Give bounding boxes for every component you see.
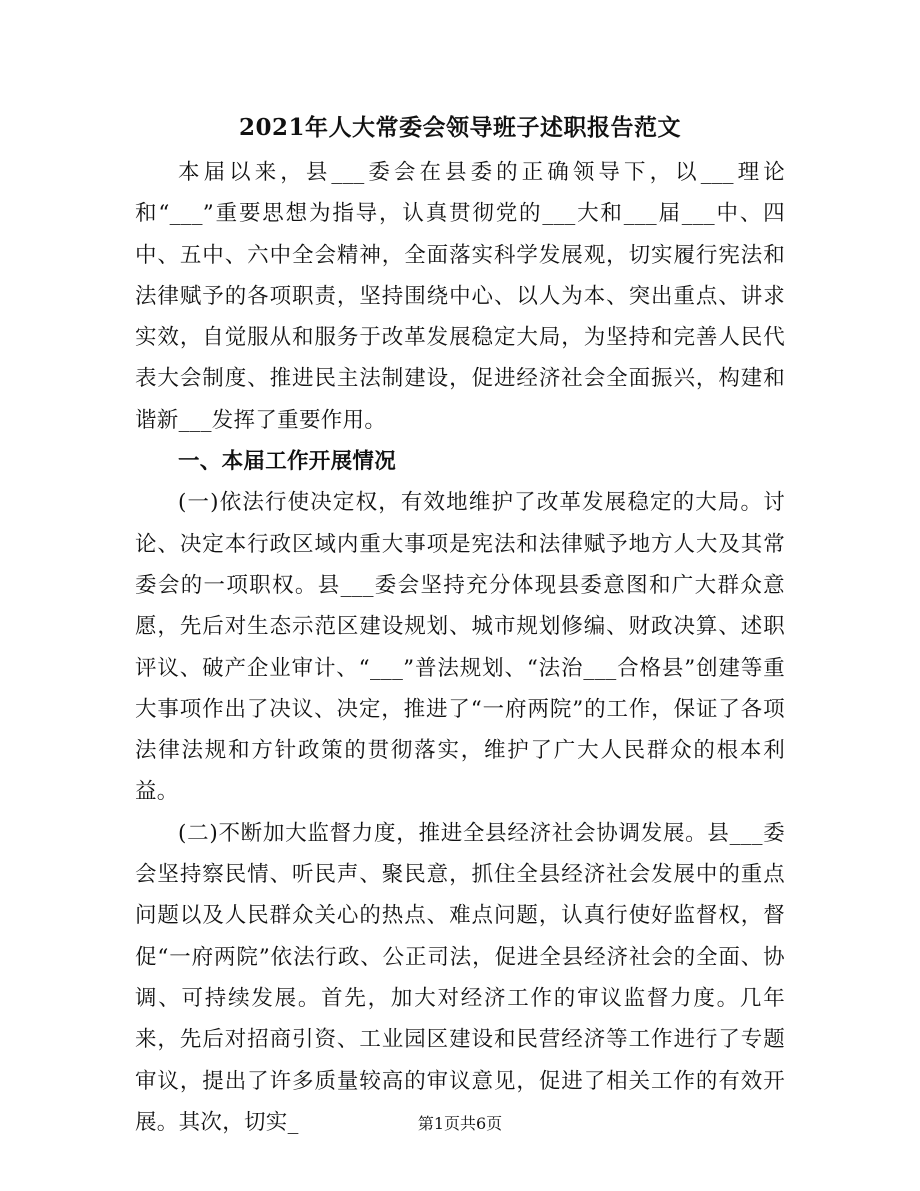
section-heading: 一、本届工作开展情况 xyxy=(178,449,397,475)
document-title: 2021年人大常委会领导班子述职报告范文 xyxy=(238,114,681,141)
section-paragraph-1: (一)依法行使决定权，有效地维护了改革发展稳定的大局。讨论、决定本行政区域内重大事项是宪法和法律赋予地方人大及其常委会的一项职权。县___委会坚持充分体现县委意图和广大群众意愿，先后对生态示范区建设规划、城市规划修编、财政决算、述职评议、破产企业审计、“___”普法规划、“法治___合格县”创建等重大事项作出了决议、决定，推进了“一府两院”的工作，保证了各项法律法规和方针政策的贯彻落实，维护了广大人民群众的根本利益。 xyxy=(135,490,785,805)
intro-paragraph: 本届以来，县___委会在县委的正确领导下，以___理论和“___”重要思想为指导，认真贯彻党的___大和___届___中、四中、五中、六中全会精神，全面落实科学发展观，切实履行宪法和法律赋予的各项职责，坚持围绕中心、以人为本、突出重点、讲求实效，自觉服从和服务于改革发展稳定大局，为坚持和完善人民代表大会制度、推进民主法制建设，促进经济社会全面振兴，构建和谐新___发挥了重要作用。 xyxy=(135,160,785,433)
section-paragraph-2: (二)不断加大监督力度，推进全县经济社会协调发展。县___委会坚持察民情、听民声、聚民意，抓住全县经济社会发展中的重点问题以及人民群众关心的热点、难点问题，认真行使好监督权，督促“一府两院”依法行政、公正司法，促进全县经济社会的全面、协调、可持续发展。首先，加大对经济工作的审议监督力度。几年来，先后对招商引资、工业园区建设和民营经济等工作进行了专题审议，提出了许多质量较高的审议意见，促进了相关工作的有效开展。其次，切实_ xyxy=(135,820,785,1135)
page-footer: 第1页共6页 xyxy=(417,1114,503,1133)
document-body xyxy=(135,152,785,1143)
